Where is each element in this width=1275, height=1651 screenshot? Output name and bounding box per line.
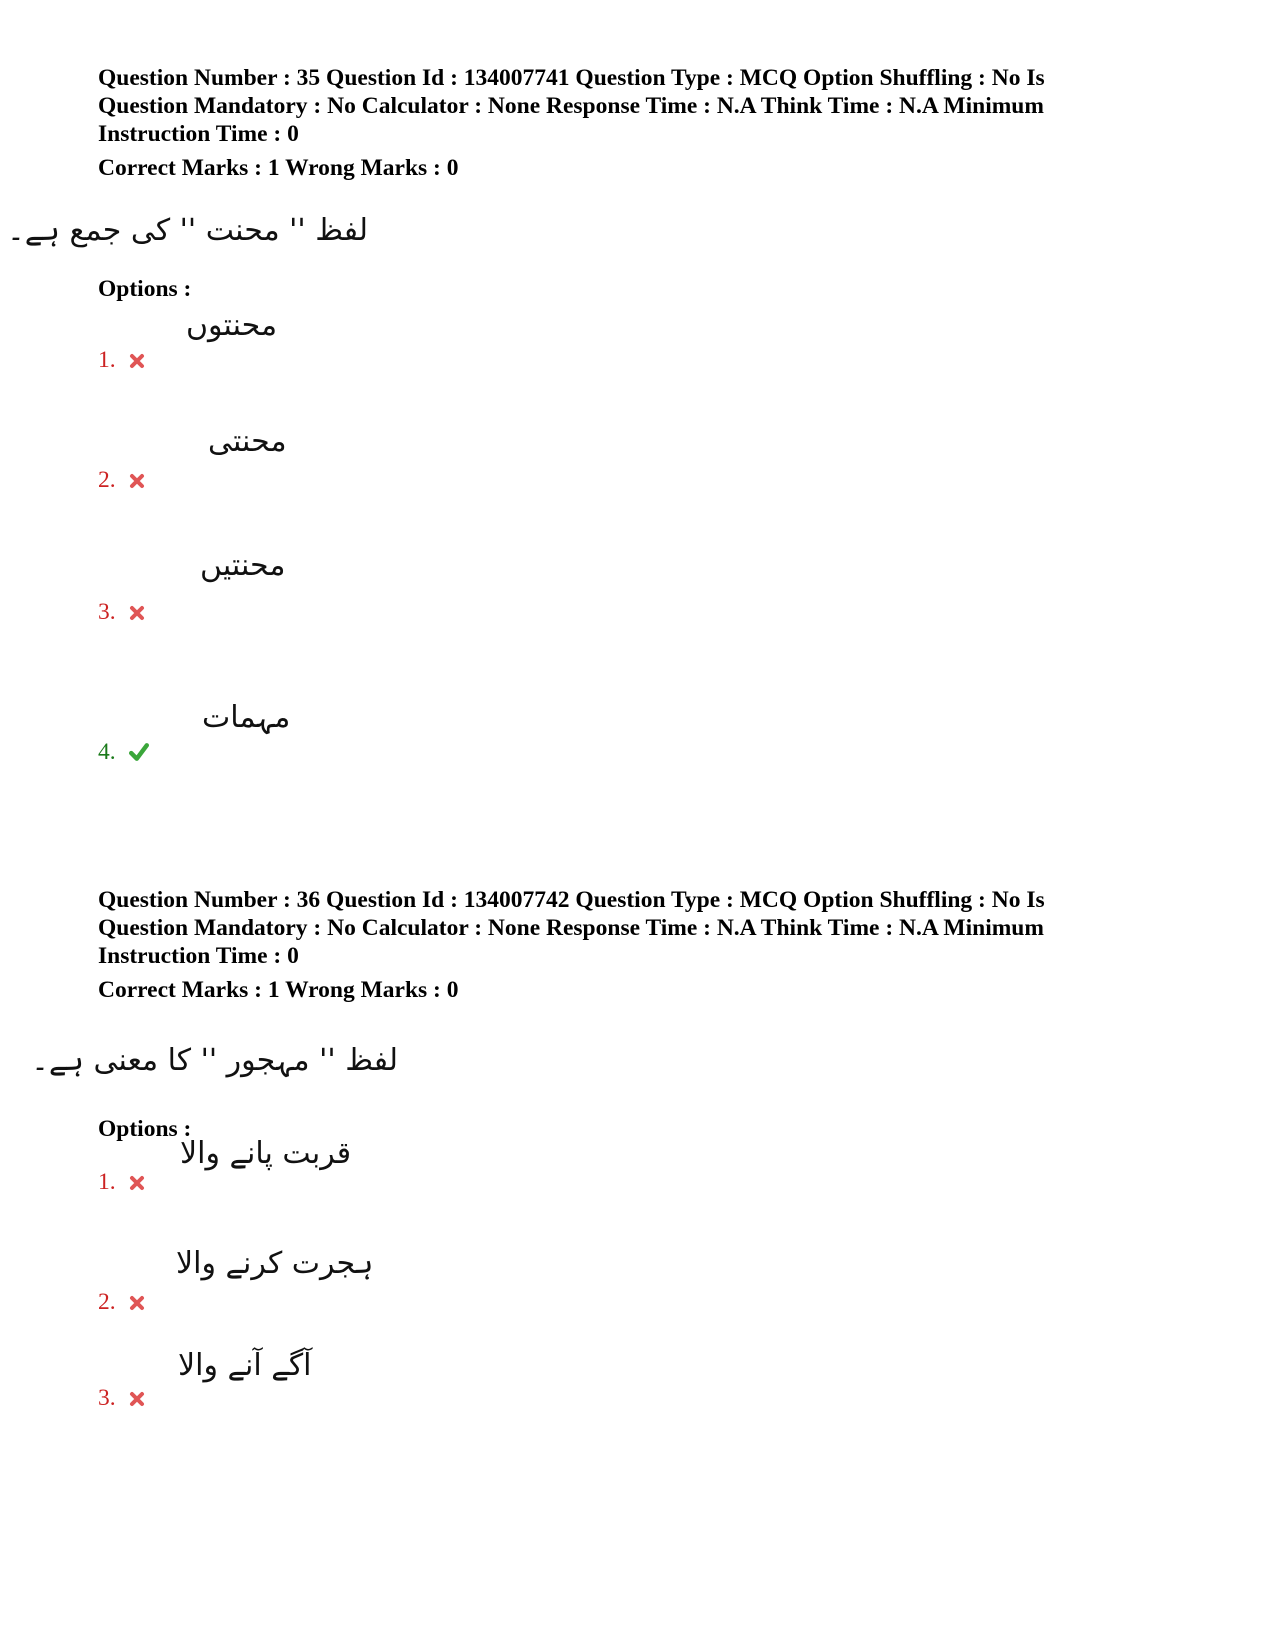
marks-line: Correct Marks : 1 Wrong Marks : 0	[98, 155, 459, 181]
option-number: 4.	[98, 739, 116, 765]
question-stem: لفظ '' محنت '' کی جمع ہے۔	[7, 213, 368, 248]
option-2[interactable]	[98, 1246, 498, 1316]
option-text: محنتیں	[200, 548, 286, 583]
option-1[interactable]	[98, 1136, 498, 1196]
option-number: 1.	[98, 1169, 116, 1195]
options-label: Options :	[98, 1116, 192, 1142]
option-number: 1.	[98, 347, 116, 373]
cross-icon	[128, 1174, 146, 1192]
question-meta	[98, 64, 1158, 148]
option-text: قربت پانے والا	[180, 1136, 352, 1171]
option-1[interactable]	[98, 308, 498, 374]
check-icon	[128, 742, 150, 762]
option-3[interactable]	[98, 1348, 498, 1412]
option-text: مہمات	[202, 700, 291, 735]
option-text: آگے آنے والا	[178, 1348, 312, 1383]
option-text: محنتی	[208, 424, 287, 459]
question-meta	[98, 886, 1158, 970]
option-number: 3.	[98, 1385, 116, 1411]
question-block-36	[31, 886, 1158, 1411]
option-text: محنتوں	[186, 308, 278, 343]
option-text: ہجرت کرنے والا	[176, 1246, 374, 1281]
option-number: 2.	[98, 467, 116, 493]
cross-icon	[128, 1294, 146, 1312]
marks-line: Correct Marks : 1 Wrong Marks : 0	[98, 977, 459, 1003]
cross-icon	[128, 352, 146, 370]
option-4[interactable]	[98, 700, 498, 766]
question-meta-line2: Question Mandatory : No Calculator : None Response Time : N.A Think Time : N.A Minimum	[98, 93, 1044, 119]
option-2[interactable]	[98, 424, 498, 494]
question-meta-line3: Instruction Time : 0	[98, 121, 299, 147]
cross-icon	[128, 604, 146, 622]
question-meta-line2: Question Mandatory : No Calculator : None Response Time : N.A Think Time : N.A Minimum	[98, 915, 1044, 941]
cross-icon	[128, 1390, 146, 1408]
question-meta-line1: Question Number : 36 Question Id : 134007742 Question Type : MCQ Option Shuffling : No Is	[98, 887, 1045, 913]
option-3[interactable]	[98, 548, 498, 626]
question-meta-line3: Instruction Time : 0	[98, 943, 299, 969]
options-label: Options :	[98, 276, 192, 302]
option-number: 3.	[98, 599, 116, 625]
cross-icon	[128, 472, 146, 490]
question-meta-line1: Question Number : 35 Question Id : 134007741 Question Type : MCQ Option Shuffling : No Is	[98, 65, 1045, 91]
option-number: 2.	[98, 1289, 116, 1315]
question-stem: لفظ '' مہجور '' کا معنی ہے۔	[31, 1043, 398, 1078]
question-block-35	[7, 64, 1158, 765]
